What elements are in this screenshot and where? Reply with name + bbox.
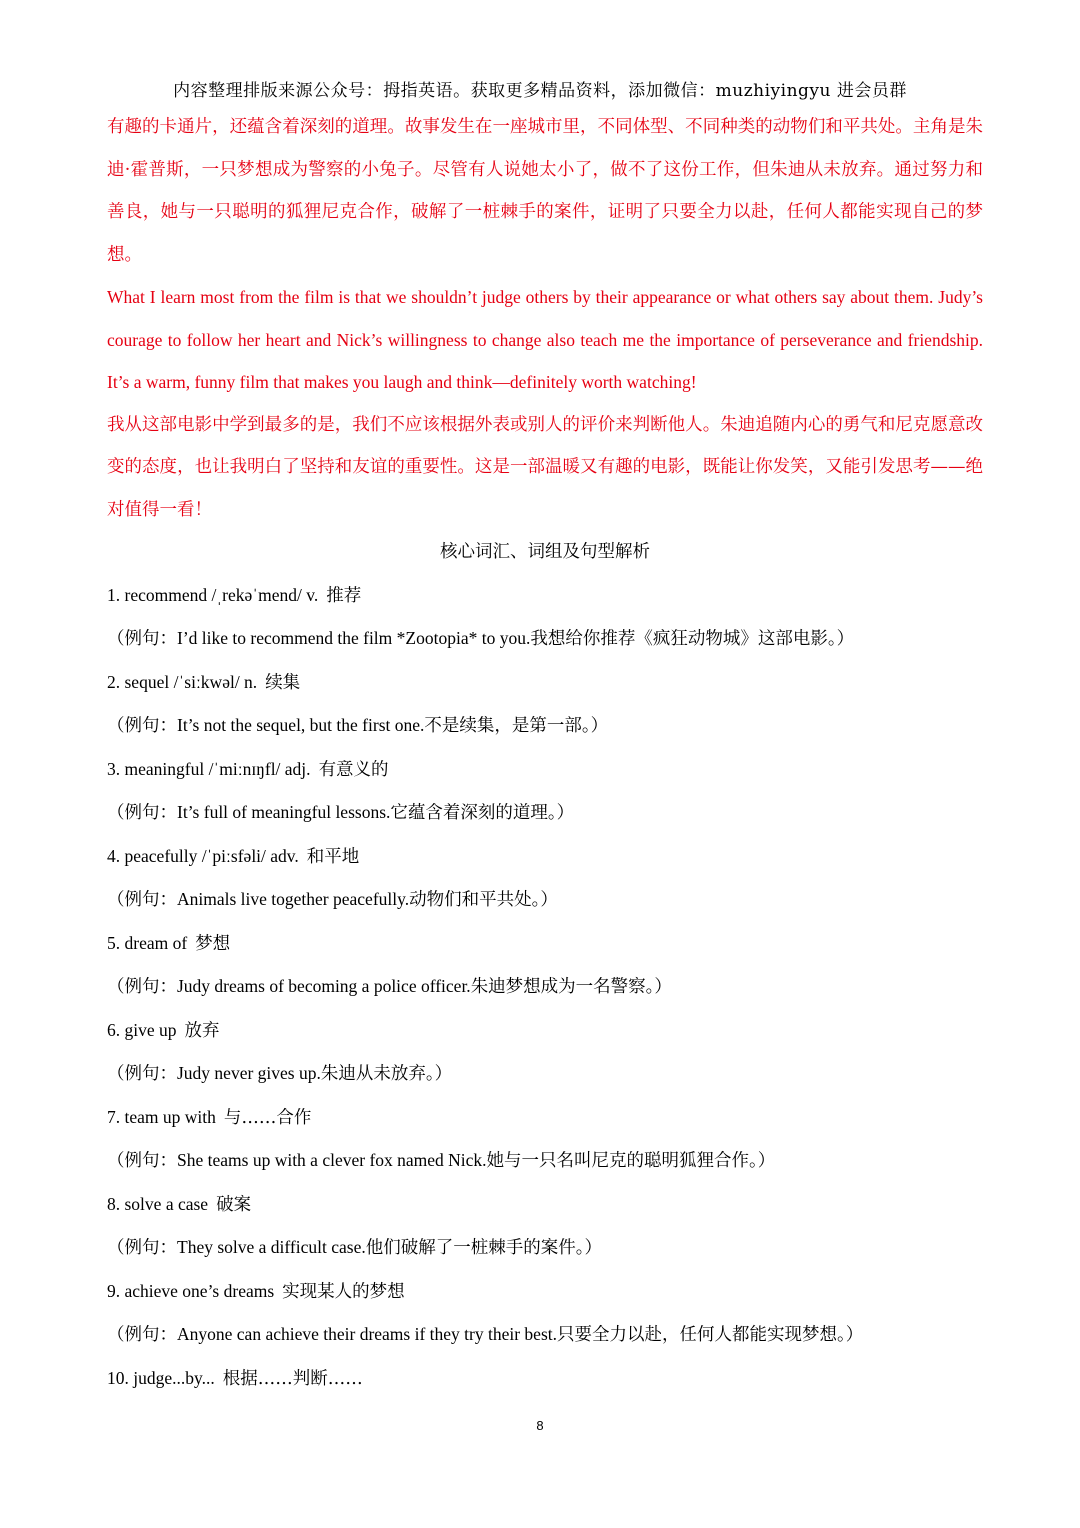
- vocab-term-meaning: 与……合作: [223, 1107, 312, 1128]
- vocab-example: [107, 878, 983, 922]
- example-prefix: （例句：: [107, 977, 177, 997]
- vocab-term: [107, 922, 983, 966]
- vocab-example: [107, 965, 983, 1009]
- vocab-term: [107, 835, 983, 879]
- page-number: 8: [536, 1418, 544, 1433]
- summary-paragraph-en: What I learn most from the film is that we shouldn’t judge others by their appearance or what others say about them. Judy’s courage to follow her heart and Nick’s willingness to change also teach me the importance of perseverance and friendship. It’s a warm, funny film that makes you laugh and think—definitely worth watching!: [107, 287, 983, 392]
- example-prefix: （例句：: [107, 890, 177, 910]
- vocab-term: [107, 574, 983, 618]
- example-prefix: （例句：: [107, 1238, 177, 1258]
- example-prefix: （例句：: [107, 1325, 177, 1345]
- example-cn: 朱迪从未放弃。）: [320, 1064, 453, 1084]
- vocab-term-word: 7. team up with: [107, 1106, 216, 1127]
- example-cn: 朱迪梦想成为一名警察。）: [470, 977, 672, 997]
- vocab-example: [107, 1313, 983, 1357]
- vocab-term-word: 1. recommend /ˌrekəˈmend/ v.: [107, 584, 319, 605]
- example-cn: 他们破解了一桩棘手的案件。）: [365, 1238, 602, 1258]
- vocab-example: [107, 617, 983, 661]
- example-cn: 不是续集，是第一部。）: [424, 716, 609, 736]
- vocab-term-word: 10. judge...by...: [107, 1367, 215, 1388]
- vocab-term-meaning: 推荐: [326, 585, 362, 606]
- document-body: [107, 106, 983, 1400]
- example-prefix: （例句：: [107, 803, 177, 823]
- summary-paragraph-cn: 我从这部电影中学到最多的是，我们不应该根据外表或别人的评价来判断他人。朱迪追随内心的勇气和尼克愿意改变的态度，也让我明白了坚持和友谊的重要性。这是一部温暖又有趣的电影，既能让你发笑，又能引发思考——绝对值得一看！: [107, 414, 983, 520]
- vocab-term-word: 5. dream of: [107, 932, 188, 953]
- vocab-example: [107, 704, 983, 748]
- vocab-term: [107, 748, 983, 792]
- page-header: 内容整理排版来源公众号：拇指英语。获取更多精品资料，添加微信：muzhiyingyu 进会员群: [173, 81, 907, 101]
- vocab-example: [107, 791, 983, 835]
- vocab-term-meaning: 有意义的: [318, 759, 389, 780]
- vocab-example: [107, 1052, 983, 1096]
- vocab-term: [107, 1183, 983, 1227]
- vocab-term: [107, 1009, 983, 1053]
- example-prefix: （例句：: [107, 1064, 177, 1084]
- vocab-term-word: 4. peacefully /ˈpiːsfəli/ adv.: [107, 845, 299, 866]
- example-en: It’s full of meaningful lessons.: [177, 802, 391, 822]
- vocab-term: [107, 1270, 983, 1314]
- example-en: It’s not the sequel, but the first one.: [177, 715, 425, 735]
- vocab-term-word: 9. achieve one’s dreams: [107, 1280, 275, 1301]
- example-en: Judy never gives up.: [177, 1063, 321, 1083]
- example-cn: 它蕴含着深刻的道理。）: [390, 803, 575, 823]
- vocab-term-word: 3. meaningful /ˈmiːnɪŋfl/ adj.: [107, 758, 311, 779]
- vocab-term-meaning: 梦想: [195, 933, 231, 954]
- vocab-term-meaning: 根据……判断……: [222, 1368, 363, 1389]
- vocab-term-word: 8. solve a case: [107, 1193, 209, 1214]
- vocab-term-word: 6. give up: [107, 1019, 177, 1040]
- vocab-term: [107, 661, 983, 705]
- vocab-term-meaning: 破案: [216, 1194, 252, 1215]
- example-prefix: （例句：: [107, 716, 177, 736]
- example-en: I’d like to recommend the film *Zootopia* to you.: [177, 628, 531, 648]
- example-prefix: （例句：: [107, 1151, 177, 1171]
- vocab-example: [107, 1139, 983, 1183]
- vocab-example: [107, 1226, 983, 1270]
- example-en: They solve a difficult case.: [177, 1237, 366, 1257]
- example-en: Judy dreams of becoming a police officer.: [177, 976, 471, 996]
- vocab-term-meaning: 续集: [265, 672, 301, 693]
- vocab-term: [107, 1357, 983, 1401]
- example-en: She teams up with a clever fox named Nick.: [177, 1150, 487, 1170]
- example-cn: 只要全力以赴，任何人都能实现梦想。）: [557, 1325, 864, 1345]
- example-prefix: （例句：: [107, 629, 177, 649]
- vocab-list: [107, 574, 983, 1401]
- vocab-term-meaning: 实现某人的梦想: [282, 1281, 405, 1302]
- example-cn: 动物们和平共处。）: [409, 890, 558, 910]
- section-title: 核心词汇、词组及句型解析: [440, 542, 650, 562]
- example-cn: 我想给你推荐《疯狂动物城》这部电影。）: [530, 629, 855, 649]
- vocab-term-meaning: 放弃: [184, 1020, 220, 1041]
- vocab-term-word: 2. sequel /ˈsiːkwəl/ n.: [107, 671, 258, 692]
- vocab-term-meaning: 和平地: [306, 846, 360, 867]
- example-en: Anyone can achieve their dreams if they try their best.: [177, 1324, 557, 1344]
- example-cn: 她与一只名叫尼克的聪明狐狸合作。）: [486, 1151, 776, 1171]
- example-en: Animals live together peacefully.: [177, 889, 410, 909]
- vocab-term: [107, 1096, 983, 1140]
- intro-paragraph-cn: 有趣的卡通片，还蕴含着深刻的道理。故事发生在一座城市里，不同体型、不同种类的动物们和平共处。主角是朱迪·霍普斯，一只梦想成为警察的小兔子。尽管有人说她太小了，做不了这份工作，但朱迪从未放弃。通过努力和善良，她与一只聪明的狐狸尼克合作，破解了一桩棘手的案件，证明了只要全力以赴，任何人都能实现自己的梦想。: [107, 117, 983, 265]
